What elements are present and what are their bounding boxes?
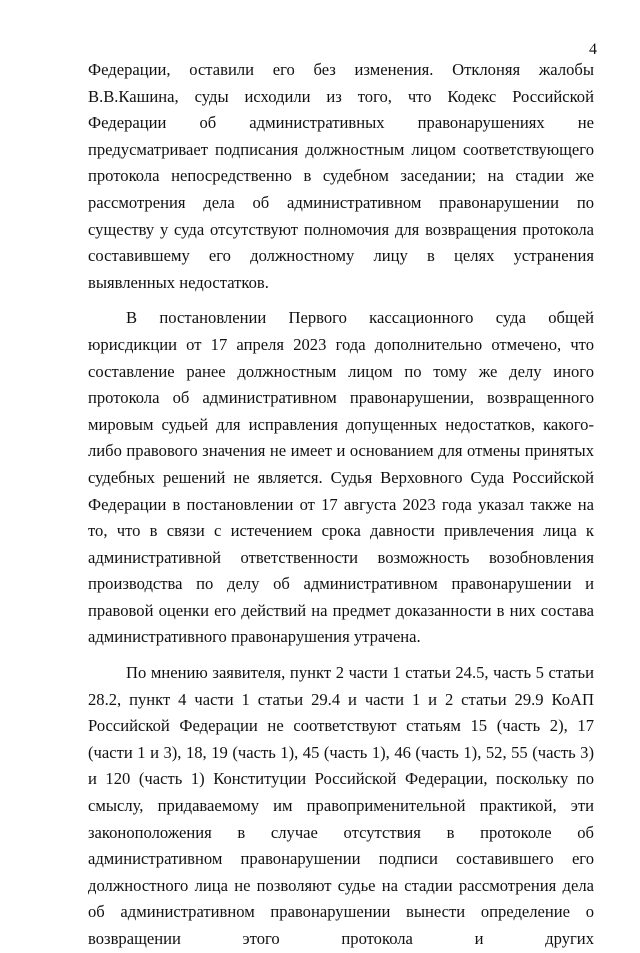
paragraph-gap <box>88 651 594 660</box>
paragraph-3: По мнению заявителя, пункт 2 части 1 статьи 24.5, часть 5 статьи 28.2, пункт 4 части 1 статьи 29.4 и части 1 и 2 статьи 29.9 КоАП Российской Федерации не соответствуют статьям 15 (часть 2), 17 (части 1 и 3), 18, 19 (часть 1), 45 (часть 1), 46 (часть 1), 52, 55 (часть 3) и 120 (часть 1) Конституции Российской Федерации, поскольку по смыслу, придаваемому им правоприменительной практикой, эти законоположения в случае отсутствия в протоколе об административном правонарушении подписи составившего его должностного лица не позволяют судье на стадии рассмотрения дела об административном правонарушении вынести определение о возвращении этого протокола и других <box>88 663 594 948</box>
paragraph-2: В постановлении Первого кассационного суда общей юрисдикции от 17 апреля 2023 года дополнительно отмечено, что составление ранее должностным лицом по тому же делу иного протокола об административном правонарушении, возвращенного мировым судьей для исправления допущенных недостатков, какого-либо правового значения не имеет и основанием для отмены принятых судебных решений не является. Судья Верховного Суда Российской Федерации в постановлении от 17 августа 2023 года указал также на то, что в связи с истечением срока давности привлечения лица к административной ответственности возможность возобновления производства по делу об административном правонарушении и правовой оценки его действий на предмет доказанности в них состава административного правонарушения утрачена. <box>88 308 594 647</box>
paragraph-gap <box>88 296 594 305</box>
document-body <box>88 57 594 953</box>
page-number: 4 <box>589 41 597 58</box>
paragraph-1: Федерации, оставили его без изменения. Отклоняя жалобы В.В.Кашина, суды исходили из того, что Кодекс Российской Федерации об административных правонарушениях не предусматривает подписания должностным лицом соответствующего протокола непосредственно в судебном заседании; на стадии же рассмотрения дела об административном правонарушении по существу у суда отсутствуют полномочия для возвращения протокола составившему его должностному лицу в целях устранения выявленных недостатков. <box>88 60 594 292</box>
